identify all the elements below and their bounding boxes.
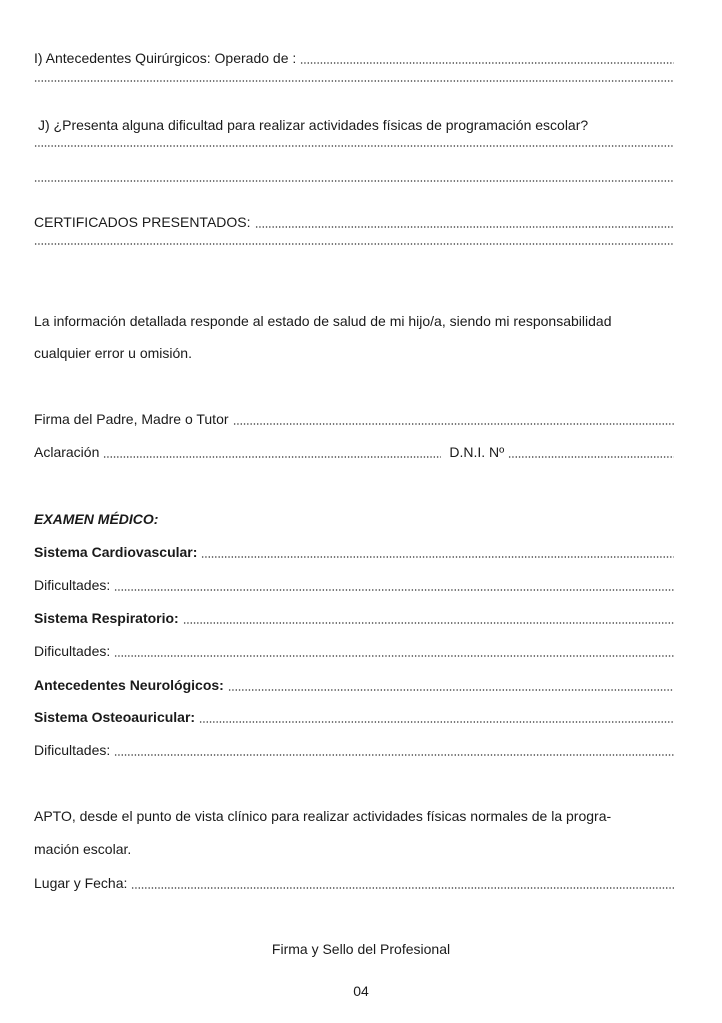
exam-title: EXAMEN MÉDICO: bbox=[34, 511, 159, 527]
respiratorio-field[interactable] bbox=[183, 622, 674, 624]
lugar-fecha-row bbox=[34, 874, 674, 892]
certificados-continuation-row bbox=[34, 243, 674, 248]
certificados-label: CERTIFICADOS PRESENTADOS: bbox=[34, 214, 251, 230]
lugar-fecha-field[interactable] bbox=[131, 887, 674, 889]
aclaracion-field[interactable] bbox=[103, 456, 441, 458]
osteo-label: Sistema Osteoauricular: bbox=[34, 709, 196, 725]
declaration-line-2: cualquier error u omisión. bbox=[34, 345, 192, 361]
osteo-dificultades-field[interactable] bbox=[114, 754, 674, 756]
dificultad-question: J) ¿Presenta alguna dificultad para realizar actividades físicas de programación escolar? bbox=[38, 117, 589, 133]
neuro-field[interactable] bbox=[228, 689, 674, 691]
dificultad-field-line-1[interactable] bbox=[34, 145, 674, 147]
dni-label: D.N.I. Nº bbox=[449, 444, 505, 460]
cardio-row bbox=[34, 543, 674, 561]
certificados-row bbox=[34, 213, 674, 231]
certificados-field-line-2[interactable] bbox=[34, 243, 674, 245]
osteo-row bbox=[34, 708, 674, 726]
page-number: 04 bbox=[353, 983, 369, 999]
guardian-signature-row bbox=[34, 410, 674, 428]
dificultad-answer-row-1 bbox=[34, 145, 674, 150]
dificultad-answer-row-2 bbox=[34, 180, 674, 185]
neuro-row bbox=[34, 676, 674, 694]
neuro-label: Antecedentes Neurológicos: bbox=[34, 677, 224, 693]
apto-line-2: mación escolar. bbox=[34, 841, 132, 857]
quirurgicos-row bbox=[34, 49, 674, 67]
quirurgicos-field[interactable] bbox=[300, 62, 674, 64]
respiratorio-row bbox=[34, 609, 674, 627]
cardio-label: Sistema Cardiovascular: bbox=[34, 544, 198, 560]
respiratorio-dificultades-field[interactable] bbox=[114, 655, 674, 657]
osteo-field[interactable] bbox=[199, 721, 674, 723]
certificados-field[interactable] bbox=[255, 226, 674, 228]
aclaracion-row bbox=[34, 443, 674, 461]
quirurgicos-continuation-row bbox=[34, 80, 674, 85]
aclaracion-label: Aclaración bbox=[34, 444, 100, 460]
cardio-field[interactable] bbox=[201, 556, 674, 558]
dni-field[interactable] bbox=[508, 456, 674, 458]
respiratorio-label: Sistema Respiratorio: bbox=[34, 610, 179, 626]
cardio-dificultades-label: Dificultades: bbox=[34, 577, 111, 593]
cardio-dificultades-field[interactable] bbox=[114, 589, 674, 591]
guardian-signature-label: Firma del Padre, Madre o Tutor bbox=[34, 411, 229, 427]
cardio-dificultades-row bbox=[34, 576, 674, 594]
quirurgicos-field-line-2[interactable] bbox=[34, 80, 674, 82]
apto-line-1: APTO, desde el punto de vista clínico para realizar actividades físicas normales de la progra- bbox=[34, 808, 612, 824]
dificultad-field-line-2[interactable] bbox=[34, 180, 674, 182]
professional-signature-caption: Firma y Sello del Profesional bbox=[271, 941, 451, 957]
osteo-dificultades-row bbox=[34, 741, 674, 759]
quirurgicos-label: I) Antecedentes Quirúrgicos: Operado de : bbox=[34, 50, 297, 66]
osteo-dificultades-label: Dificultades: bbox=[34, 742, 111, 758]
declaration-line-1: La información detallada responde al estado de salud de mi hijo/a, siendo mi responsabilidad bbox=[34, 313, 612, 329]
guardian-signature-field[interactable] bbox=[233, 423, 674, 425]
lugar-fecha-label: Lugar y Fecha: bbox=[34, 875, 128, 891]
respiratorio-dificultades-label: Dificultades: bbox=[34, 643, 111, 659]
respiratorio-dificultades-row bbox=[34, 642, 674, 660]
exam-title-row bbox=[34, 510, 674, 528]
